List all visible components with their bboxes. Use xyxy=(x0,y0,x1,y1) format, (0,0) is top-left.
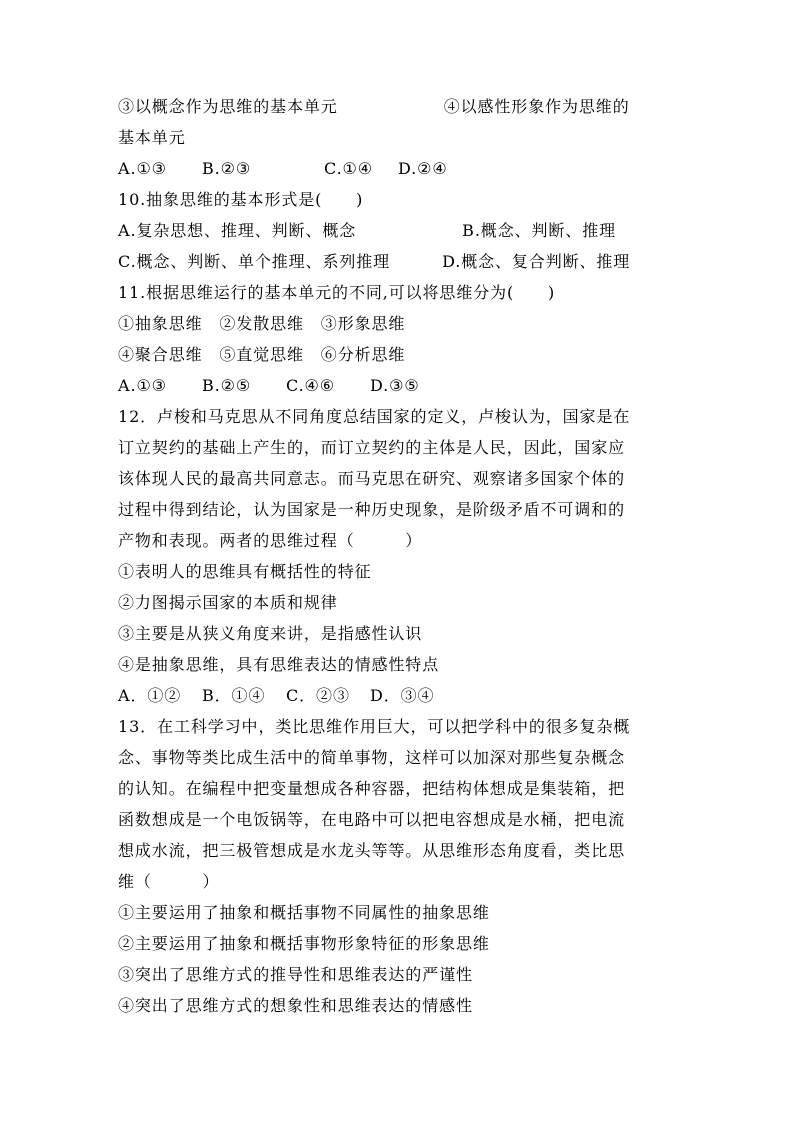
q10-option-c: C.概念、判断、单个推理、系列推理 xyxy=(118,252,391,271)
q13-item-4: ④突出了思维方式的想象性和思维表达的情感性 xyxy=(118,996,473,1015)
q10-option-a: A.复杂思想、推理、判断、概念 xyxy=(118,221,357,240)
q12-stem-line-2: 订立契约的基础上产生的，而订立契约的主体是人民，因此，国家应 xyxy=(118,438,626,457)
answer-d: D.②④ xyxy=(398,159,448,178)
q12-stem-line-4: 过程中得到结论，认为国家是一种历史现象，是阶级矛盾不可调和的 xyxy=(118,500,626,519)
q13-stem-line-6: 维（ ） xyxy=(118,872,220,891)
answer-b: B.②⑤ xyxy=(202,376,252,395)
q13-item-1: ①主要运用了抽象和概括事物不同属性的抽象思维 xyxy=(118,903,490,922)
q10-options-cd xyxy=(118,246,678,277)
q13-stem-line-2: 念、事物等类比成生活中的简单事物，这样可以加深对那些复杂概念 xyxy=(118,748,626,767)
q13-stem-line-4: 函数想成是一个电饭锅等，在电路中可以把电容想成是水桶，把电流 xyxy=(118,810,626,829)
q12-answers xyxy=(118,680,678,711)
answer-b: B.②③ xyxy=(202,159,252,178)
answer-a: A.①③ xyxy=(118,159,167,178)
answer-a: A.①③ xyxy=(118,376,167,395)
answer-d: D.③⑤ xyxy=(370,376,420,395)
q10-options-ab xyxy=(118,215,678,246)
q12-item-2: ②力图揭示国家的本质和规律 xyxy=(118,593,338,612)
answer-c: C.①④ xyxy=(324,159,374,178)
q13-stem-line-3: 的认知。在编程中把变量想成各种容器，把结构体想成是集装箱，把 xyxy=(118,779,626,798)
q12-item-1: ①表明人的思维具有概括性的特征 xyxy=(118,562,372,581)
q9-option-3: ③以概念作为思维的基本单元 xyxy=(118,97,338,116)
answer-b: B．①④ xyxy=(202,686,266,705)
q12-stem-line-5: 产物和表现。两者的思维过程（ ） xyxy=(118,531,423,550)
q10-option-b: B.概念、判断、推理 xyxy=(462,221,617,240)
answer-c: C．②③ xyxy=(286,686,350,705)
q11-stem: 11.根据思维运行的基本单元的不同,可以将思维分为( ) xyxy=(118,283,556,302)
q10-stem: 10.抽象思维的基本形式是( ) xyxy=(118,190,364,209)
q12-item-4: ④是抽象思维，具有思维表达的情感性特点 xyxy=(118,655,440,674)
q12-stem-line-3: 该体现人民的最高共同意志。而马克思在研究、观察诸多国家个体的 xyxy=(118,469,626,488)
q13-stem-line-5: 想成水流，把三极管想成是水龙头等等。从思维形态角度看，类比思 xyxy=(118,841,626,860)
q9-option-4: ④以感性形象作为思维的 xyxy=(443,97,630,116)
q10-option-d: D.概念、复合判断、推理 xyxy=(442,252,631,271)
q13-item-3: ③突出了思维方式的推导性和思维表达的严谨性 xyxy=(118,965,473,984)
q11-items-1: ①抽象思维 ②发散思维 ③形象思维 xyxy=(118,314,406,333)
q9-option-4-continued: 基本单元 xyxy=(118,128,186,147)
q12-stem-line-1: 12．卢梭和马克思从不同角度总结国家的定义，卢梭认为，国家是在 xyxy=(118,407,631,426)
answer-a: A．①② xyxy=(118,686,182,705)
answer-c: C.④⑥ xyxy=(286,376,336,395)
q12-item-3: ③主要是从狭义角度来讲，是指感性认识 xyxy=(118,624,423,643)
q9-options-line xyxy=(118,91,678,122)
answer-d: D．③④ xyxy=(370,686,435,705)
q13-item-2: ②主要运用了抽象和概括事物形象特征的形象思维 xyxy=(118,934,490,953)
q13-stem-line-1: 13．在工科学习中，类比思维作用巨大，可以把学科中的很多复杂概 xyxy=(118,717,631,736)
question-content xyxy=(118,91,678,1021)
q11-items-2: ④聚合思维 ⑤直觉思维 ⑥分析思维 xyxy=(118,345,406,364)
q11-answers xyxy=(118,370,678,401)
q9-answers xyxy=(118,153,678,184)
